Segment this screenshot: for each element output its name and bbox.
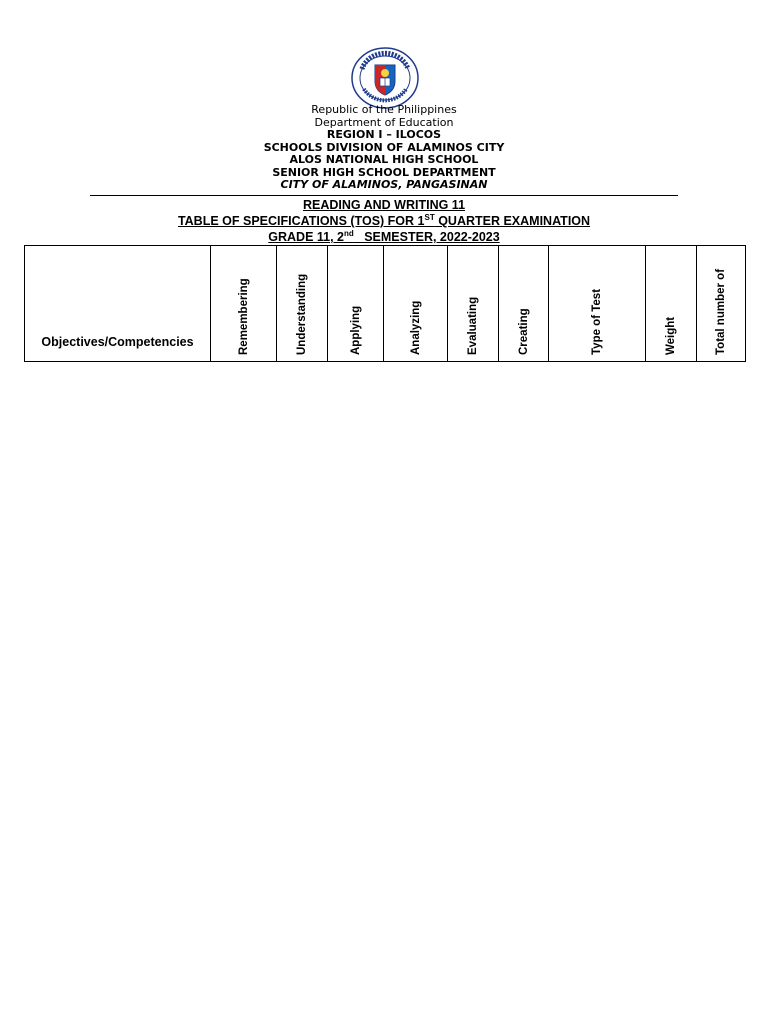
letterhead <box>0 104 768 192</box>
header-creating-label: Creating <box>517 308 530 355</box>
tos-title-prefix: TABLE OF SPECIFICATIONS (TOS) FOR 1 <box>177 214 425 228</box>
header-analyzing <box>384 246 448 362</box>
letterhead-line-region: REGION I – ILOCOS <box>326 128 442 141</box>
document-titles <box>0 197 768 245</box>
header-total-number-label: Total number of <box>715 268 727 355</box>
tos-table <box>24 245 746 362</box>
header-understanding <box>277 246 328 362</box>
grade-title-suffix: SEMESTER, 2022-2023 <box>353 230 500 244</box>
header-evaluating <box>448 246 499 362</box>
subject-title: READING AND WRITING 11 <box>302 198 466 212</box>
letterhead-line-school: ALOS NATIONAL HIGH SCHOOL <box>289 153 479 166</box>
header-evaluating-label: Evaluating <box>467 296 479 355</box>
header-type-of-test-label: Type of Test <box>591 288 603 355</box>
header-remembering-label: Remembering <box>237 278 250 355</box>
header-understanding-label: Understanding <box>296 273 308 355</box>
letterhead-line-department-shs: SENIOR HIGH SCHOOL DEPARTMENT <box>272 165 496 179</box>
grade-title-prefix: GRADE 11, 2 <box>268 230 345 244</box>
header-remembering <box>211 246 277 362</box>
header-weight-label: Weight <box>665 316 677 355</box>
header-objectives-label: Objectives/Competencies <box>41 335 194 349</box>
header-applying <box>328 246 384 362</box>
header-creating <box>499 246 549 362</box>
table-header-row <box>25 246 746 362</box>
letterhead-line-republic: Republic of the Philippines <box>311 103 457 116</box>
header-type-of-test <box>549 246 646 362</box>
header-weight <box>646 246 697 362</box>
tos-title-sup: ST <box>424 212 435 222</box>
grade-title <box>0 229 768 245</box>
header-divider <box>90 195 678 196</box>
letterhead-line-division: SCHOOLS DIVISION OF ALAMINOS CITY <box>263 140 505 154</box>
grade-title-sup: nd <box>344 228 354 238</box>
header-objectives <box>25 246 211 362</box>
tos-title <box>0 213 768 229</box>
header-applying-label: Applying <box>349 305 362 355</box>
letterhead-line-department: Department of Education <box>314 115 454 129</box>
header-analyzing-label: Analyzing <box>409 300 422 355</box>
deped-seal-icon <box>350 47 420 109</box>
tos-title-suffix: QUARTER EXAMINATION <box>434 214 591 228</box>
header-total-number <box>697 246 746 362</box>
letterhead-line-city: CITY OF ALAMINOS, PANGASINAN <box>280 178 488 191</box>
